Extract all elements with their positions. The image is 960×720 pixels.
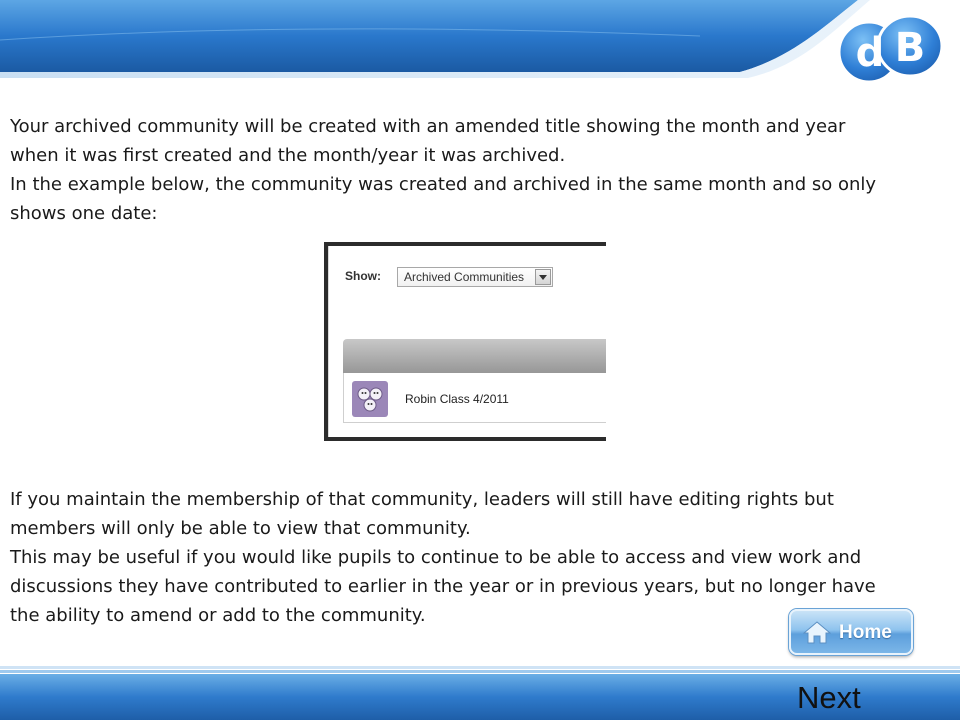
home-icon	[803, 620, 831, 644]
outro-line-5: the ability to amend or add to the community.	[10, 605, 426, 626]
intro-line-3: In the example below, the community was created and archived in the same month and so only	[10, 174, 877, 195]
home-button[interactable]	[789, 609, 913, 655]
home-button-label: Home	[839, 622, 892, 643]
outro-line-2: members will only be able to view that community.	[10, 518, 471, 539]
show-select[interactable]	[397, 267, 553, 287]
logo-letter-d: d	[855, 30, 885, 76]
outro-line-4: discussions they have contributed to earlier in the year or in previous years, but no longer have	[10, 576, 876, 597]
intro-line-4: shows one date:	[10, 203, 158, 224]
show-label: Show:	[345, 269, 381, 283]
community-name[interactable]: Robin Class 4/2011	[405, 392, 509, 406]
show-select-value: Archived Communities	[404, 270, 525, 284]
db-logo	[836, 14, 948, 84]
outro-line-1: If you maintain the membership of that community, leaders will still have editing rights but	[10, 489, 834, 510]
outro-line-3: This may be useful if you would like pupils to continue to be able to access and view work and	[10, 547, 862, 568]
intro-line-1: Your archived community will be created with an amended title showing the month and year	[10, 116, 846, 137]
logo-letter-b: B	[894, 25, 926, 71]
header-banner	[0, 0, 960, 80]
community-list-item[interactable]	[343, 373, 606, 423]
example-screenshot	[324, 242, 606, 441]
intro-line-2: when it was first created and the month/year it was archived.	[10, 145, 566, 166]
community-avatar-icon	[352, 381, 388, 417]
next-link[interactable]: Next	[797, 680, 861, 715]
panel-header-bar	[343, 339, 606, 373]
intro-text	[10, 112, 950, 228]
chevron-down-icon[interactable]	[535, 269, 551, 285]
